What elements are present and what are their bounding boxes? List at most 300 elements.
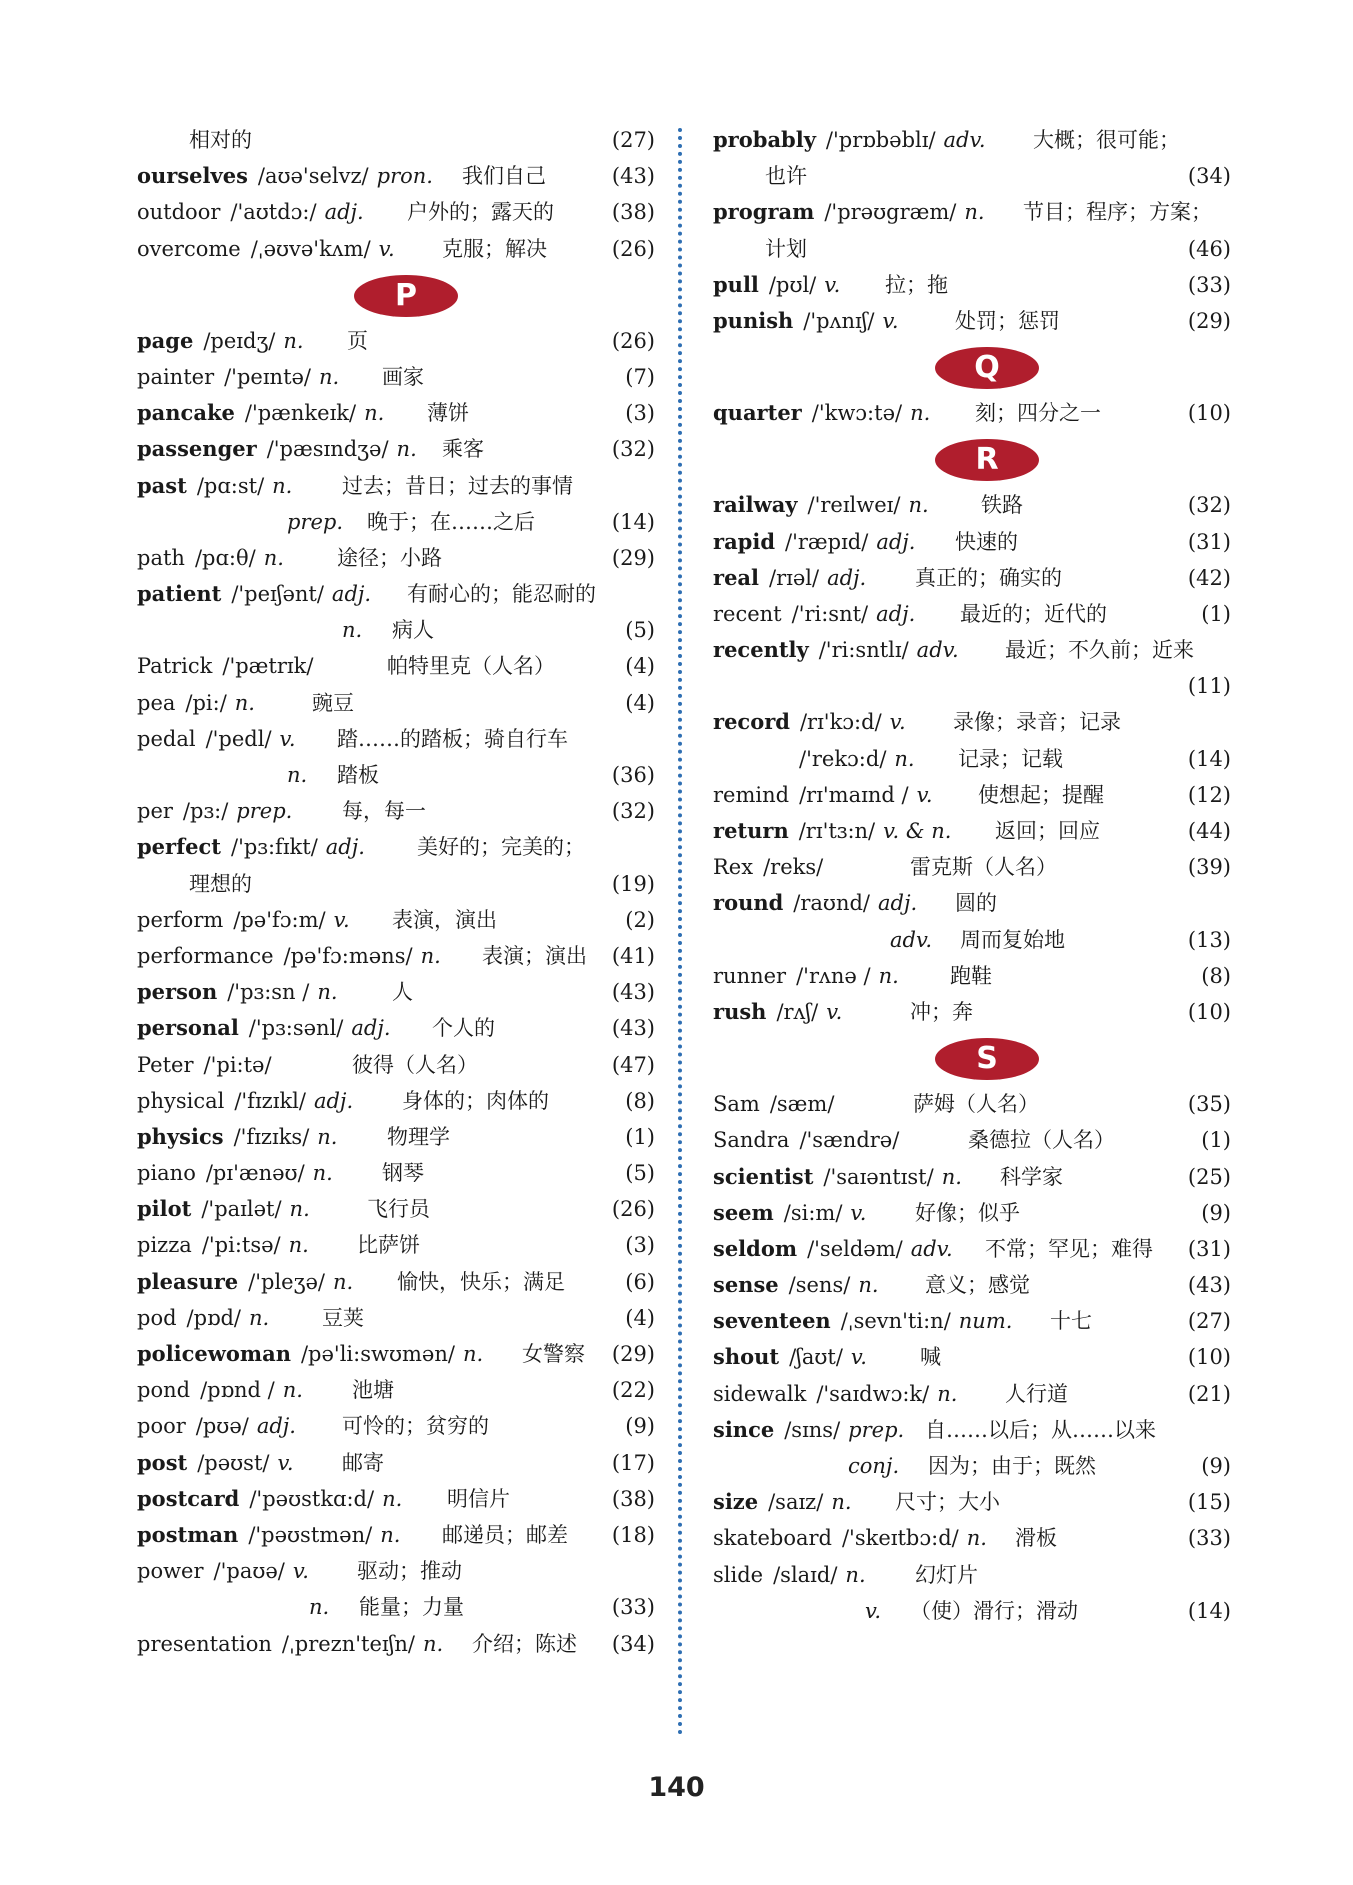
entry-part-of-speech: v.: [279, 726, 296, 751]
vocab-entry: [713, 303, 1231, 339]
entry-phonetic: /'pænkeɪk/: [244, 401, 357, 426]
vocab-entry: [137, 1191, 655, 1227]
entry-meaning: 十七: [1050, 1309, 1092, 1334]
entry-phonetic: /pə'fɔ:m/: [233, 907, 326, 932]
entry-phonetic: /rɪ'maɪnd /: [799, 782, 909, 807]
entry-phonetic: /reks/: [763, 855, 824, 880]
vocab-entry: [137, 1445, 655, 1481]
vocab-entry: [137, 395, 655, 431]
entry-word: pea: [137, 690, 176, 715]
entry-part-of-speech: v.: [277, 1450, 294, 1475]
vocab-entry: [137, 902, 655, 938]
entry-part-of-speech: n.: [319, 364, 340, 389]
entry-head: [137, 793, 292, 829]
entry-unit-number: (43): [611, 980, 655, 1005]
entry-phonetic: /ʃaʊt/: [789, 1345, 843, 1370]
entry-phonetic: /pə'li:swʊmən/: [300, 1342, 455, 1366]
entry-word: pleasure: [137, 1268, 239, 1294]
entry-head: [799, 741, 915, 777]
entry-phonetic: /'fɪzɪkl/: [234, 1088, 306, 1113]
entry-unit-number: (4): [625, 690, 655, 715]
entry-meaning: 因为；由于；既然: [928, 1454, 1096, 1478]
entry-word: postman: [137, 1521, 239, 1547]
vocab-entry: [713, 231, 1231, 267]
vocab-entry: [713, 267, 1231, 303]
entry-part-of-speech: n.: [910, 401, 931, 426]
vocab-entry: [713, 1159, 1231, 1195]
entry-word: shout: [713, 1344, 780, 1370]
entry-meaning: 表演，演出: [392, 907, 497, 932]
entry-part-of-speech: n.: [289, 1197, 310, 1222]
entry-unit-number: (1): [1201, 601, 1231, 626]
section-letter-badge: R: [935, 439, 1039, 481]
vocab-entry: [137, 1372, 655, 1408]
entry-meaning: 豆荚: [322, 1305, 364, 1330]
vocab-entry: [137, 1408, 655, 1444]
entry-word: personal: [137, 1015, 239, 1041]
entry-head: [865, 1593, 881, 1629]
entry-meaning: 快速的: [955, 529, 1018, 554]
entry-meaning: 彼得（人名）: [352, 1052, 478, 1077]
entry-part-of-speech: n.: [908, 493, 929, 518]
entry-word: post: [137, 1449, 188, 1475]
entry-word: page: [137, 327, 194, 353]
vocab-entry: [713, 741, 1231, 777]
entry-head: [890, 922, 932, 958]
entry-part-of-speech: n.: [894, 746, 915, 771]
entry-meaning: 记录；记载: [958, 746, 1063, 771]
entry-unit-number: (9): [625, 1414, 655, 1439]
entry-phonetic: /aʊə'selvz/: [257, 164, 369, 189]
vocab-entry: [713, 922, 1231, 958]
entry-word: Sam: [713, 1092, 760, 1117]
entry-meaning: 拉；拖: [885, 272, 948, 297]
entry-unit-number: (38): [611, 200, 655, 225]
entry-word: Rex: [713, 855, 754, 880]
section-letter-row: [713, 1030, 1231, 1086]
entry-phonetic: /'ri:sntlɪ/: [818, 638, 909, 663]
entry-phonetic: /'kwɔ:tə/: [811, 401, 903, 426]
entry-unit-number: (9): [1201, 1454, 1231, 1478]
entry-unit-number: (34): [611, 1631, 655, 1656]
entry-head: [287, 504, 343, 540]
entry-phonetic: /sæm/: [769, 1092, 835, 1117]
entry-word: remind: [713, 782, 790, 807]
entry-phonetic: /pɑ:st/: [196, 473, 265, 498]
entry-word: pizza: [137, 1233, 192, 1258]
vocab-entry: [137, 359, 655, 395]
entry-unit-number: (36): [611, 763, 655, 787]
entry-meaning: 周而复始地: [960, 927, 1065, 952]
entry-unit-number: (31): [1187, 1236, 1231, 1261]
entry-unit-number: (35): [1187, 1092, 1231, 1117]
vocab-entry: [137, 793, 655, 829]
entry-unit-number: (1): [625, 1124, 655, 1149]
vocab-entry: [137, 1336, 655, 1372]
entry-meaning: 飞行员: [367, 1197, 430, 1222]
page-number: 140: [648, 1772, 705, 1803]
entry-part-of-speech: prep.: [236, 799, 293, 824]
entry-head: [137, 902, 350, 938]
entry-part-of-speech: n.: [309, 1595, 330, 1620]
entry-unit-number: (3): [625, 1233, 655, 1258]
vocab-entry: [137, 1481, 655, 1517]
entry-meaning: 尺寸；大小: [895, 1490, 1000, 1515]
entry-word: passenger: [137, 436, 257, 462]
vocab-entry: [137, 685, 655, 721]
vocab-entry: [713, 487, 1231, 523]
entry-word: runner: [713, 963, 787, 988]
entry-meaning: （使）滑行；滑动: [910, 1598, 1078, 1623]
entry-part-of-speech: n.: [858, 1273, 879, 1298]
entry-word: real: [713, 564, 760, 590]
vocab-entry: [137, 1227, 655, 1263]
vocab-entry: [713, 632, 1231, 668]
entry-head: [137, 1553, 309, 1589]
entry-meaning: 驱动；推动: [357, 1559, 462, 1584]
entry-part-of-speech: adj.: [878, 891, 918, 916]
entry-word: outdoor: [137, 200, 221, 225]
entry-head: [137, 1481, 402, 1517]
entry-meaning: 画家: [382, 364, 424, 389]
vocab-entry: [137, 1010, 655, 1046]
entry-word: skateboard: [713, 1526, 832, 1551]
vocab-entry: [713, 596, 1231, 632]
entry-unit-number: (1): [1201, 1128, 1231, 1153]
vocab-entry: [713, 1484, 1231, 1520]
entry-meaning: 介绍；陈述: [472, 1631, 577, 1656]
entry-meaning: 池塘: [352, 1378, 394, 1403]
entry-head: [137, 648, 313, 684]
entry-meaning: 能量；力量: [359, 1595, 464, 1620]
vocab-entry: [713, 1557, 1231, 1593]
entry-part-of-speech: n.: [966, 1526, 987, 1551]
entry-part-of-speech: v.: [865, 1598, 882, 1623]
entry-unit-number: (22): [611, 1378, 655, 1403]
entry-part-of-speech: adj.: [876, 529, 916, 554]
entry-head: [713, 1339, 867, 1375]
entry-phonetic: /'seldəm/: [807, 1236, 903, 1261]
entry-meaning: 萨姆（人名）: [913, 1092, 1039, 1117]
entry-meaning: 豌豆: [312, 690, 354, 715]
vocab-entry: [713, 813, 1231, 849]
entry-word: pancake: [137, 400, 235, 426]
entry-unit-number: (27): [1187, 1309, 1231, 1334]
entry-meaning: 刻；四分之一: [975, 401, 1101, 426]
entry-head: [137, 231, 395, 267]
entry-part-of-speech: n.: [263, 545, 284, 570]
entry-part-of-speech: v.: [292, 1559, 309, 1584]
entry-part-of-speech: n.: [312, 1161, 333, 1186]
entry-phonetic: /pʊə/: [195, 1414, 249, 1439]
entry-phonetic: /pɑ:θ/: [194, 545, 256, 570]
entry-word: round: [713, 890, 784, 916]
vocab-entry: [713, 122, 1231, 158]
entry-meaning: 好像；似乎: [915, 1200, 1020, 1225]
vocab-entry: [137, 431, 655, 467]
entry-phonetic: /pə'fɔ:məns/: [283, 943, 413, 968]
entry-part-of-speech: n.: [964, 200, 985, 225]
entry-meaning: 处罚；惩罚: [955, 308, 1060, 333]
entry-meaning: 真正的；确实的: [915, 565, 1062, 590]
vocab-entry: [137, 757, 655, 793]
entry-phonetic: /'paʊə/: [213, 1559, 285, 1584]
entry-head: [137, 1083, 353, 1119]
entry-phonetic: /pɒnd /: [200, 1378, 275, 1403]
entry-word: Patrick: [137, 654, 213, 679]
vocab-entry: [137, 721, 655, 757]
entry-part-of-speech: n.: [282, 1378, 303, 1403]
entry-unit-number: (10): [1187, 1345, 1231, 1370]
entry-meaning: 身体的；肉体的: [402, 1088, 549, 1113]
entry-part-of-speech: prep.: [848, 1417, 905, 1442]
vocab-entry: [713, 1231, 1231, 1267]
vocab-entry: [713, 994, 1231, 1030]
entry-word: patient: [137, 581, 222, 607]
section-letter-badge: S: [935, 1038, 1039, 1080]
entry-unit-number: (43): [611, 164, 655, 189]
entry-unit-number: (46): [1187, 236, 1231, 261]
vocab-entry: [713, 1520, 1231, 1556]
entry-part-of-speech: n.: [845, 1562, 866, 1587]
entry-word: painter: [137, 364, 215, 389]
entry-part-of-speech: adj.: [331, 582, 372, 607]
entry-head: [713, 1159, 962, 1195]
entry-head: [137, 540, 284, 576]
entry-unit-number: (11): [1187, 674, 1231, 699]
entry-word: pedal: [137, 726, 196, 751]
entry-unit-number: (21): [1187, 1381, 1231, 1406]
entry-part-of-speech: n.: [422, 1631, 444, 1656]
entry-phonetic: /rʌʃ/: [776, 999, 819, 1024]
entry-phonetic: /ˌsevn'ti:n/: [840, 1309, 951, 1334]
entry-meaning: 钢琴: [382, 1161, 424, 1186]
entry-meaning: 冲；奔: [910, 999, 973, 1024]
vocab-entry: [713, 885, 1231, 921]
entry-word: recently: [713, 637, 809, 663]
entry-head: [137, 1047, 272, 1083]
vocab-entry: [713, 560, 1231, 596]
entry-unit-number: (33): [611, 1595, 655, 1620]
entry-phonetic: /pʊl/: [768, 272, 817, 297]
entry-word: since: [713, 1416, 775, 1442]
entry-part-of-speech: adj.: [313, 1088, 354, 1113]
entry-unit-number: (32): [611, 437, 655, 462]
entry-part-of-speech: v. & n.: [883, 819, 952, 843]
entry-phonetic: /'prɒbəblɪ/: [825, 128, 936, 152]
vocab-entry: [713, 1448, 1231, 1484]
entry-part-of-speech: adv.: [916, 638, 959, 663]
entry-phonetic: /'aʊtdɔ:/: [230, 200, 317, 225]
entry-part-of-speech: adv.: [910, 1236, 953, 1261]
entry-word: ourselves: [137, 163, 248, 189]
entry-head: [713, 1557, 866, 1593]
vocab-entry: [713, 395, 1231, 431]
vocab-entry: [713, 704, 1231, 740]
entry-word: per: [137, 799, 173, 824]
vocab-entry: [713, 1593, 1231, 1629]
vocab-entry: [713, 1412, 1231, 1448]
entry-meaning: 比萨饼: [357, 1233, 420, 1258]
entry-phonetic: /'peɪʃənt/: [231, 582, 324, 607]
entry-meaning: 每，每一: [342, 799, 426, 824]
vocab-entry: [713, 158, 1231, 194]
entry-unit-number: (29): [611, 545, 655, 570]
entry-head: [137, 721, 296, 757]
entry-phonetic: /pɜ:/: [182, 799, 229, 824]
entry-phonetic: /pɒd/: [186, 1305, 242, 1330]
entry-meaning: 理想的: [189, 871, 252, 896]
entry-head: [137, 1336, 483, 1372]
entry-phonetic: /'pæsɪndʒə/: [266, 437, 389, 462]
entry-head: [713, 813, 951, 849]
entry-unit-number: (33): [1187, 1526, 1231, 1551]
entry-phonetic: /rɪ'kɔ:d/: [799, 710, 882, 735]
entry-meaning: 帕特里克（人名）: [387, 654, 555, 679]
entry-head: [137, 359, 339, 395]
entry-unit-number: (47): [611, 1052, 655, 1077]
entry-word: pilot: [137, 1196, 192, 1222]
entry-unit-number: (5): [625, 618, 655, 643]
entry-unit-number: (41): [611, 943, 655, 968]
entry-head: [137, 1372, 303, 1408]
entry-part-of-speech: n.: [831, 1490, 852, 1515]
column-divider: [678, 128, 682, 1736]
entry-word: seldom: [713, 1235, 798, 1261]
entry-part-of-speech: v.: [850, 1345, 867, 1370]
entry-word: return: [713, 818, 789, 843]
entry-meaning: 不常；罕见；难得: [985, 1236, 1153, 1261]
entry-word: sense: [713, 1272, 779, 1298]
entry-meaning: 最近；不久前；近来: [1005, 638, 1194, 663]
entry-word: rush: [713, 998, 767, 1024]
vocab-entry: [137, 1553, 655, 1589]
entry-part-of-speech: v.: [850, 1200, 867, 1225]
vocab-entry: [713, 1086, 1231, 1122]
vocab-entry: [713, 1195, 1231, 1231]
vocab-entry: [137, 974, 655, 1010]
entry-head: [713, 1412, 904, 1448]
entry-phonetic: /pəʊst/: [197, 1450, 270, 1475]
entry-part-of-speech: adj.: [827, 565, 867, 590]
entry-unit-number: (19): [611, 871, 655, 896]
entry-word: Sandra: [713, 1128, 790, 1153]
entry-part-of-speech: n.: [288, 1233, 309, 1258]
vocab-entry: [713, 668, 1231, 704]
vocab-entry: [137, 231, 655, 267]
entry-part-of-speech: n.: [249, 1305, 270, 1330]
entry-part-of-speech: v.: [882, 308, 899, 333]
vocab-entry: [137, 866, 655, 902]
entry-part-of-speech: n.: [420, 943, 441, 968]
entry-phonetic: /'saɪəntɪst/: [823, 1164, 934, 1189]
entry-phonetic: /'peɪntə/: [224, 364, 312, 389]
entry-head: [713, 303, 899, 339]
entry-word: past: [137, 472, 187, 498]
entry-head: [137, 323, 304, 359]
entry-meaning: 页: [347, 328, 368, 353]
entry-phonetic: /'reɪlweɪ/: [807, 493, 901, 518]
entry-word: pod: [137, 1305, 177, 1330]
entry-meaning: 录像；录音；记录: [953, 710, 1121, 735]
entry-head: [137, 1010, 391, 1046]
entry-meaning: 有耐心的；能忍耐的: [407, 582, 596, 607]
entry-word: physical: [137, 1088, 225, 1113]
entry-unit-number: (26): [611, 236, 655, 261]
entry-phonetic: /'pi:tsə/: [201, 1233, 281, 1258]
entry-unit-number: (32): [611, 799, 655, 824]
entry-head: [137, 829, 365, 865]
entry-head: [713, 885, 917, 921]
entry-word: overcome: [137, 236, 241, 261]
entry-word: Peter: [137, 1052, 194, 1077]
entry-part-of-speech: v.: [826, 999, 843, 1024]
entry-phonetic: /'pedl/: [205, 726, 272, 751]
entry-unit-number: (38): [611, 1486, 655, 1511]
entry-part-of-speech: adj.: [325, 835, 365, 860]
entry-word: size: [713, 1489, 759, 1515]
entry-head: [137, 685, 255, 721]
entry-word: perfect: [137, 834, 221, 860]
entry-meaning: 铁路: [981, 493, 1023, 518]
entry-meaning: 幻灯片: [915, 1562, 978, 1587]
entry-phonetic: /si:m/: [783, 1200, 843, 1225]
entry-head: [287, 757, 307, 793]
entry-head: [137, 1264, 353, 1300]
entry-head: [713, 994, 842, 1030]
entry-meaning: 最近的；近代的: [960, 601, 1107, 626]
entry-phonetic: /sens/: [788, 1273, 851, 1298]
entry-meaning: 物理学: [387, 1124, 450, 1149]
vocab-entry: [713, 1339, 1231, 1375]
entry-meaning: 乘客: [442, 437, 484, 462]
entry-meaning: 美好的；完美的；: [417, 835, 585, 860]
entry-part-of-speech: adj.: [876, 601, 916, 626]
entry-meaning: 病人: [392, 618, 434, 643]
entry-unit-number: (18): [611, 1522, 655, 1547]
entry-head: [713, 849, 823, 885]
entry-part-of-speech: pron.: [376, 164, 433, 189]
vocab-entry: [137, 576, 655, 612]
entry-phonetic: /'pi:tə/: [203, 1052, 272, 1077]
entry-word: seventeen: [713, 1308, 831, 1334]
entry-head: [713, 1195, 866, 1231]
vocab-entry: [137, 1083, 655, 1119]
entry-word: physics: [137, 1123, 224, 1149]
entry-phonetic: /'pleʒə/: [248, 1269, 325, 1294]
entry-part-of-speech: n.: [317, 1124, 338, 1149]
left-column: [137, 122, 655, 1662]
entry-meaning: 科学家: [1000, 1164, 1063, 1189]
entry-word: scientist: [713, 1163, 814, 1189]
entry-unit-number: (10): [1187, 401, 1231, 426]
entry-meaning: 薄饼: [427, 401, 469, 426]
entry-phonetic: /raʊnd/: [793, 891, 870, 916]
entry-word: rapid: [713, 528, 776, 554]
entry-meaning: 人行道: [1005, 1381, 1068, 1406]
entry-meaning: 也许: [765, 164, 807, 189]
entry-meaning: 桑德拉（人名）: [968, 1128, 1115, 1153]
entry-unit-number: (14): [1187, 746, 1231, 771]
entry-meaning: 户外的；露天的: [407, 200, 554, 225]
entry-word: path: [137, 545, 185, 570]
entry-unit-number: (12): [1187, 782, 1231, 807]
entry-part-of-speech: v.: [916, 782, 933, 807]
entry-head: [713, 596, 915, 632]
entry-unit-number: (14): [611, 509, 655, 534]
vocab-entry: [713, 524, 1231, 560]
entry-head: [137, 1119, 337, 1155]
